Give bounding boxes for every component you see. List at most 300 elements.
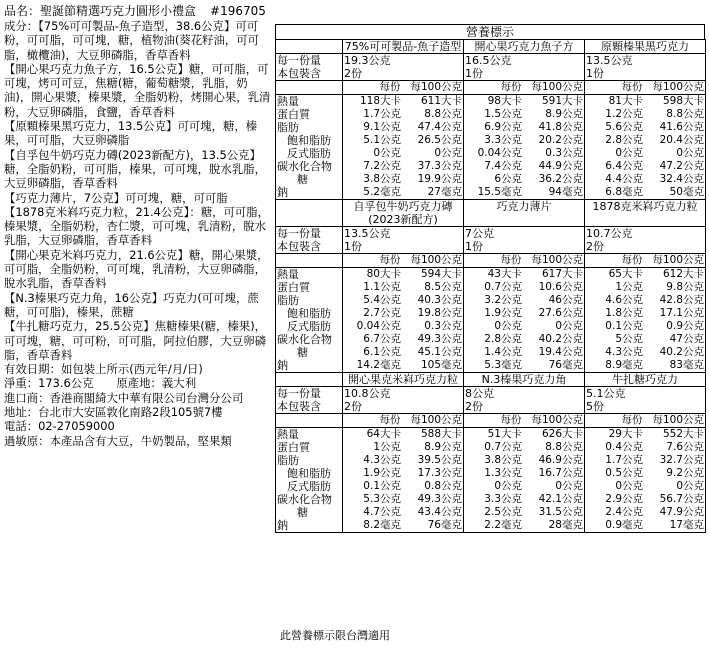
nutrient-value-row bbox=[586, 95, 704, 108]
per-100g-value: 37.3公克 bbox=[417, 160, 462, 172]
per-serving-value: 2.8公克 bbox=[605, 134, 643, 146]
nutrient-label: 脂肪 bbox=[277, 294, 299, 307]
per-serving-value: 3.2公克 bbox=[484, 294, 522, 306]
per-serving-value: 2.7公克 bbox=[363, 307, 401, 319]
per-serving-value: 1.3公克 bbox=[484, 467, 522, 479]
per-serving-value: 6.7公克 bbox=[363, 333, 401, 345]
nutrient-value-row bbox=[586, 186, 704, 199]
per-100g-value: 76毫克 bbox=[427, 519, 462, 531]
serving-size: 19.3公克 bbox=[344, 54, 391, 67]
serving-cell bbox=[343, 387, 464, 414]
per-serving-value: 0.1公克 bbox=[363, 480, 401, 492]
empty-cell bbox=[276, 254, 343, 268]
product-name-cell: 75%可可製品-魚子造型 bbox=[343, 40, 464, 54]
product-title-line bbox=[4, 4, 272, 19]
nutrient-value-row bbox=[465, 493, 583, 506]
per-serving-unit: 每份 bbox=[621, 254, 643, 266]
nutrient-value-row bbox=[465, 359, 583, 372]
nutrient-labels bbox=[276, 268, 343, 373]
unit-row bbox=[276, 414, 706, 428]
info-paragraph: 【巧克力薄片，7公克】可可塊，糖，可可脂 bbox=[4, 190, 228, 205]
per-100g-value: 588大卡 bbox=[420, 428, 462, 440]
nutrient-value-row bbox=[465, 281, 583, 294]
per-100g-value: 17.3公克 bbox=[417, 467, 462, 479]
per-serving-value: 5.2毫克 bbox=[363, 186, 401, 198]
per-100g-value: 0公克 bbox=[555, 320, 583, 332]
per-100g-value: 46.9公克 bbox=[538, 454, 583, 466]
nutrient-value-row bbox=[344, 268, 462, 281]
nutrient-value-row bbox=[465, 519, 583, 532]
per-100g-unit: 每100公克 bbox=[531, 254, 583, 266]
nutrient-values bbox=[343, 428, 464, 533]
per-100g-value: 32.7公克 bbox=[659, 454, 704, 466]
per-100g-value: 0.8公克 bbox=[424, 480, 462, 492]
per-100g-value: 42.1公克 bbox=[538, 493, 583, 505]
allergen: 過敏原：本產品含有大豆，牛奶製品，堅果類 bbox=[4, 433, 232, 448]
serving-size: 10.7公克 bbox=[586, 227, 633, 240]
per-serving-value: 118大卡 bbox=[359, 95, 401, 107]
nutrient-value-row bbox=[465, 506, 583, 519]
nutrient-label: 蛋白質 bbox=[277, 108, 310, 121]
per-100g-value: 0.3公克 bbox=[424, 320, 462, 332]
per-100g-unit: 每100公克 bbox=[652, 414, 704, 426]
nutrient-values bbox=[464, 428, 585, 533]
per-serving-value: 0.04公克 bbox=[477, 147, 522, 159]
nutrient-label: 反式脂肪 bbox=[287, 147, 331, 160]
per-serving-unit: 每份 bbox=[379, 414, 401, 426]
nutrient-value-row bbox=[586, 441, 704, 454]
per-100g-value: 552大卡 bbox=[662, 428, 704, 440]
per-100g-unit: 每100公克 bbox=[531, 414, 583, 426]
nutrient-value-row bbox=[586, 480, 704, 493]
per-serving-value: 1.9公克 bbox=[363, 467, 401, 479]
per-serving-value: 0.7公克 bbox=[484, 441, 522, 453]
per-serving-value: 5.4公克 bbox=[363, 294, 401, 306]
nutrient-value-row bbox=[465, 186, 583, 199]
product-code: #196705 bbox=[210, 4, 266, 18]
per-serving-value: 8.9毫克 bbox=[605, 359, 643, 371]
nutrient-value-row bbox=[586, 147, 704, 160]
per-100g-value: 19.8公克 bbox=[417, 307, 462, 319]
nutrient-value-row bbox=[344, 346, 462, 359]
per-100g-value: 47.9公克 bbox=[659, 506, 704, 518]
per-100g-value: 28毫克 bbox=[548, 519, 583, 531]
per-100g-value: 20.4公克 bbox=[659, 134, 704, 146]
nutrient-values bbox=[464, 268, 585, 373]
nutrient-value-row bbox=[344, 147, 462, 160]
per-serving-value: 1.4公克 bbox=[484, 346, 522, 358]
nutrient-labels bbox=[276, 95, 343, 200]
product-name-cell: 原顆榛果黑巧克力 bbox=[585, 40, 706, 54]
servings-count: 1份 bbox=[465, 240, 483, 253]
serving-cell bbox=[343, 227, 464, 254]
per-serving-unit: 每份 bbox=[379, 254, 401, 266]
nutrient-value-row bbox=[465, 428, 583, 441]
per-100g-unit: 每100公克 bbox=[410, 414, 462, 426]
per-100g-value: 17.1公克 bbox=[659, 307, 704, 319]
nutrient-value-row bbox=[344, 467, 462, 480]
importer: 進口商：香港商閣綺大中華有限公司台灣分公司 bbox=[4, 390, 244, 405]
unit-row bbox=[276, 81, 706, 95]
nutrient-value-row bbox=[465, 333, 583, 346]
nutrient-label: 脂肪 bbox=[277, 454, 299, 467]
nutrient-value-row bbox=[344, 95, 462, 108]
per-100g-value: 8.9公克 bbox=[424, 441, 462, 453]
nutrition-footnote: 此營養標示限台灣適用 bbox=[280, 629, 390, 642]
serving-cell bbox=[464, 54, 585, 81]
info-paragraph: 【1878克米嵙巧克力粒，21.4公克】：糖，可可脂，榛果漿，全脂奶粉，杏仁漿，可可塊，乳清粉，脫水乳脂，大豆卵磷脂，香草香料 bbox=[4, 204, 270, 248]
servings-count: 2份 bbox=[465, 400, 483, 413]
per-serving-value: 1公克 bbox=[373, 441, 401, 453]
nutrient-value-row bbox=[465, 320, 583, 333]
product-header-row bbox=[276, 40, 706, 54]
nutrient-value-row bbox=[344, 294, 462, 307]
per-100g-value: 9.2公克 bbox=[666, 467, 704, 479]
empty-cell bbox=[276, 373, 343, 387]
nutrient-label: 熱量 bbox=[277, 428, 299, 441]
nutrient-values bbox=[585, 95, 706, 200]
nutrient-label: 碳水化合物 bbox=[277, 333, 332, 346]
per-serving-value: 4.3公克 bbox=[605, 346, 643, 358]
per-100g-value: 49.3公克 bbox=[417, 493, 462, 505]
info-paragraph: 【開心果巧克力魚子方，16.5公克】糖，可可脂，可可塊，烤可可豆，焦糖(糖，葡萄糖漿，乳脂，奶油)，開心果漿，榛果漿，全脂奶粉，烤開心果，乳清粉，大豆卵磷脂，食鹽，香草香料 bbox=[4, 61, 271, 119]
nutrient-value-row bbox=[344, 173, 462, 186]
per-100g-value: 7.6公克 bbox=[666, 441, 704, 453]
nutrient-value-row bbox=[465, 480, 583, 493]
per-serving-value: 0公克 bbox=[615, 480, 643, 492]
per-100g-value: 50毫克 bbox=[669, 186, 704, 198]
per-100g-value: 105毫克 bbox=[420, 359, 462, 371]
nutrient-value-row bbox=[344, 359, 462, 372]
nutrient-value-row bbox=[465, 147, 583, 160]
per-serving-value: 4.4公克 bbox=[605, 173, 643, 185]
nutrient-label: 碳水化合物 bbox=[277, 160, 332, 173]
unit-cell bbox=[464, 254, 585, 268]
product-name-cell: 巧克力薄片 bbox=[464, 200, 585, 227]
nutrition-table bbox=[275, 39, 706, 533]
nutrient-value-row bbox=[586, 121, 704, 134]
nutrient-value-row bbox=[586, 506, 704, 519]
nutrient-value-row bbox=[344, 333, 462, 346]
nutrient-value-row bbox=[586, 134, 704, 147]
per-100g-value: 47.2公克 bbox=[659, 160, 704, 172]
per-serving-value: 2.9公克 bbox=[605, 493, 643, 505]
nutrients-row bbox=[276, 268, 706, 373]
info-paragraph: 【原顆榛果黑巧克力，13.5公克】可可塊，糖，榛果，可可脂，大豆卵磷脂 bbox=[4, 119, 258, 148]
per-100g-value: 47.4公克 bbox=[417, 121, 462, 133]
per-100g-value: 19.4公克 bbox=[538, 346, 583, 358]
nutrient-values bbox=[343, 268, 464, 373]
per-serving-value: 4.6公克 bbox=[605, 294, 643, 306]
per-100g-value: 0公克 bbox=[676, 147, 704, 159]
per-serving-value: 2.2毫克 bbox=[484, 519, 522, 531]
per-serving-value: 4.3公克 bbox=[363, 454, 401, 466]
per-serving-value: 14.2毫克 bbox=[356, 359, 401, 371]
product-name-cell: 開心果巧克力魚子方 bbox=[464, 40, 585, 54]
unit-cell bbox=[585, 254, 706, 268]
per-100g-value: 16.7公克 bbox=[538, 467, 583, 479]
per-serving-value: 29大卡 bbox=[608, 428, 643, 440]
empty-cell bbox=[276, 414, 343, 428]
nutrient-label: 反式脂肪 bbox=[287, 480, 331, 493]
per-100g-value: 31.5公克 bbox=[538, 506, 583, 518]
nutrient-label: 飽和脂肪 bbox=[287, 307, 331, 320]
nutrient-label: 鈉 bbox=[277, 186, 288, 199]
serving-size: 13.5公克 bbox=[586, 54, 633, 67]
per-100g-unit: 每100公克 bbox=[652, 81, 704, 93]
phone: 電話：02-27059000 bbox=[4, 419, 115, 434]
per-serving-value: 15.5毫克 bbox=[477, 186, 522, 198]
per-100g-value: 76毫克 bbox=[548, 359, 583, 371]
per-serving-value: 0.7公克 bbox=[484, 281, 522, 293]
nutrient-value-row bbox=[465, 346, 583, 359]
serving-cell bbox=[585, 387, 706, 414]
nutrition-panel bbox=[275, 24, 705, 533]
per-serving-value: 43大卡 bbox=[487, 268, 522, 280]
product-name-cell: 開心果克米嵙巧克力粒 bbox=[343, 373, 464, 387]
per-serving-value: 6.4公克 bbox=[605, 160, 643, 172]
nutrient-label: 鈉 bbox=[277, 359, 288, 372]
per-serving-value: 0公克 bbox=[494, 320, 522, 332]
per-100g-value: 598大卡 bbox=[662, 95, 704, 107]
nutrient-value-row bbox=[344, 134, 462, 147]
per-serving-value: 51大卡 bbox=[487, 428, 522, 440]
per-100g-value: 0.9公克 bbox=[666, 320, 704, 332]
per-serving-value: 6.9公克 bbox=[484, 121, 522, 133]
servings-count: 1份 bbox=[344, 240, 362, 253]
product-name-cell: 自孚包牛奶巧克力磚(2023新配方) bbox=[343, 200, 464, 227]
per-100g-value: 40.2公克 bbox=[538, 333, 583, 345]
nutrient-value-row bbox=[465, 95, 583, 108]
per-serving-value: 1.9公克 bbox=[484, 307, 522, 319]
per-100g-value: 20.2公克 bbox=[538, 134, 583, 146]
per-100g-value: 40.2公克 bbox=[659, 346, 704, 358]
serving-cell bbox=[585, 227, 706, 254]
nutrient-value-row bbox=[465, 121, 583, 134]
unit-cell bbox=[464, 414, 585, 428]
product-name-cell: 1878克米嵙巧克力粒 bbox=[585, 200, 706, 227]
nutrient-values bbox=[585, 428, 706, 533]
per-serving-value: 0公克 bbox=[494, 480, 522, 492]
serving-size-label: 每一份量 bbox=[277, 387, 321, 400]
serving-row bbox=[276, 54, 706, 81]
per-100g-value: 56.7公克 bbox=[659, 493, 704, 505]
nutrient-value-row bbox=[344, 428, 462, 441]
per-serving-value: 4.7公克 bbox=[363, 506, 401, 518]
per-100g-value: 42.8公克 bbox=[659, 294, 704, 306]
nutrient-label: 糖 bbox=[297, 173, 308, 186]
per-serving-value: 1.7公克 bbox=[363, 108, 401, 120]
servings-count-label: 本包裝含 bbox=[277, 67, 321, 80]
per-100g-value: 8.9公克 bbox=[545, 108, 583, 120]
per-100g-value: 8.5公克 bbox=[424, 281, 462, 293]
per-serving-unit: 每份 bbox=[621, 414, 643, 426]
info-paragraph: 【牛扎糖巧克力，25.5公克】焦糖榛果(糖，榛果)，可可塊，糖，可可粉，可可脂，阿拉伯膠，大豆卵磷脂，香草香料 bbox=[4, 319, 267, 362]
nutrient-value-row bbox=[586, 108, 704, 121]
per-serving-value: 3.3公克 bbox=[484, 134, 522, 146]
serving-cell bbox=[464, 387, 585, 414]
nutrient-label: 鈉 bbox=[277, 519, 288, 532]
nutrient-value-row bbox=[586, 428, 704, 441]
per-serving-value: 5.3毫克 bbox=[484, 359, 522, 371]
per-100g-value: 8.8公克 bbox=[666, 108, 704, 120]
per-100g-value: 17毫克 bbox=[669, 519, 704, 531]
unit-cell bbox=[343, 414, 464, 428]
nutrient-value-row bbox=[586, 493, 704, 506]
per-100g-value: 49.3公克 bbox=[417, 333, 462, 345]
nutrient-value-row bbox=[586, 454, 704, 467]
per-100g-value: 43.4公克 bbox=[417, 506, 462, 518]
per-serving-value: 80大卡 bbox=[366, 268, 401, 280]
per-serving-value: 81大卡 bbox=[608, 95, 643, 107]
per-100g-value: 611大卡 bbox=[420, 95, 462, 107]
nutrient-value-row bbox=[465, 173, 583, 186]
nutrient-values bbox=[464, 95, 585, 200]
address: 地址：台北市大安區敦化南路2段105號7樓 bbox=[4, 405, 223, 420]
per-serving-value: 6.8毫克 bbox=[605, 186, 643, 198]
nutrient-label: 熱量 bbox=[277, 95, 299, 108]
nutrient-label: 飽和脂肪 bbox=[287, 467, 331, 480]
per-serving-value: 5公克 bbox=[615, 333, 643, 345]
servings-count: 1份 bbox=[586, 67, 604, 80]
nutrient-values bbox=[343, 95, 464, 200]
product-name-cell: 牛扎糖巧克力 bbox=[585, 373, 706, 387]
nutrient-value-row bbox=[586, 307, 704, 320]
per-100g-value: 32.4公克 bbox=[659, 173, 704, 185]
serving-cell bbox=[464, 227, 585, 254]
nutrient-value-row bbox=[344, 480, 462, 493]
unit-cell bbox=[585, 81, 706, 95]
serving-size-label: 每一份量 bbox=[277, 54, 321, 67]
serving-cell bbox=[585, 54, 706, 81]
nutrient-value-row bbox=[586, 160, 704, 173]
empty-cell bbox=[276, 40, 343, 54]
nutrient-value-row bbox=[465, 160, 583, 173]
per-100g-value: 94毫克 bbox=[548, 186, 583, 198]
per-100g-value: 27毫克 bbox=[427, 186, 462, 198]
per-serving-unit: 每份 bbox=[621, 81, 643, 93]
product-info bbox=[4, 4, 272, 448]
info-paragraph: 成分：【75%可可製品-魚子造型，38.6公克】可可粉，可可脂，可可塊，糖，植物油(葵花籽油，可可脂，橄欖油)，大豆卵磷脂，香草香料 bbox=[4, 19, 260, 62]
per-serving-value: 1.5公克 bbox=[484, 108, 522, 120]
serving-labels bbox=[276, 54, 343, 81]
nutrient-value-row bbox=[465, 294, 583, 307]
per-serving-value: 6.1公克 bbox=[363, 346, 401, 358]
nutrient-value-row bbox=[344, 441, 462, 454]
per-serving-value: 0.5公克 bbox=[605, 467, 643, 479]
per-100g-value: 9.8公克 bbox=[666, 281, 704, 293]
expiry-date: 有效日期：如包裝上所示(西元年/月/日) bbox=[4, 362, 203, 377]
per-100g-value: 19.9公克 bbox=[417, 173, 462, 185]
servings-count: 2份 bbox=[586, 240, 604, 253]
per-serving-value: 64大卡 bbox=[366, 428, 401, 440]
net-weight-origin: 淨重：173.6公克 原產地：義大利 bbox=[4, 376, 197, 391]
per-100g-value: 0.3公克 bbox=[545, 147, 583, 159]
per-100g-value: 45.1公克 bbox=[417, 346, 462, 358]
nutrient-label: 熱量 bbox=[277, 268, 299, 281]
nutrient-value-row bbox=[344, 493, 462, 506]
unit-cell bbox=[464, 81, 585, 95]
nutrient-value-row bbox=[465, 307, 583, 320]
nutrient-value-row bbox=[586, 346, 704, 359]
per-serving-value: 0.04公克 bbox=[356, 320, 401, 332]
per-serving-value: 7.2公克 bbox=[363, 160, 401, 172]
product-name-cell: N.3榛果巧克力角 bbox=[464, 373, 585, 387]
info-paragraph: 【N.3榛果巧克力角，16公克】巧克力(可可塊，蔗糖，可可脂)，榛果，蔗糖 bbox=[4, 290, 259, 319]
nutrient-value-row bbox=[465, 441, 583, 454]
nutrient-values bbox=[585, 268, 706, 373]
nutrient-value-row bbox=[465, 108, 583, 121]
servings-count: 5份 bbox=[586, 400, 604, 413]
per-serving-value: 1.8公克 bbox=[605, 307, 643, 319]
serving-size: 7公克 bbox=[465, 227, 494, 240]
per-100g-value: 44.9公克 bbox=[538, 160, 583, 172]
nutrient-value-row bbox=[586, 519, 704, 532]
per-100g-value: 8.8公克 bbox=[545, 441, 583, 453]
nutrient-value-row bbox=[465, 467, 583, 480]
unit-cell bbox=[585, 414, 706, 428]
per-100g-value: 83毫克 bbox=[669, 359, 704, 371]
empty-cell bbox=[276, 200, 343, 227]
serving-size: 16.5公克 bbox=[465, 54, 512, 67]
nutrient-label: 反式脂肪 bbox=[287, 320, 331, 333]
nutrient-labels bbox=[276, 428, 343, 533]
per-100g-value: 626大卡 bbox=[541, 428, 583, 440]
per-serving-value: 0公克 bbox=[373, 147, 401, 159]
per-serving-unit: 每份 bbox=[500, 414, 522, 426]
info-paragraph: 【自孚包牛奶巧克力磚(2023新配方)，13.5公克】糖，全脂奶粉，可可脂，榛果，可可塊，脫水乳脂，大豆卵磷脂，香草香料 bbox=[4, 147, 266, 191]
per-serving-value: 1公克 bbox=[615, 281, 643, 293]
per-serving-value: 2.8公克 bbox=[484, 333, 522, 345]
serving-row bbox=[276, 387, 706, 414]
nutrient-label: 飽和脂肪 bbox=[287, 134, 331, 147]
nutrient-value-row bbox=[586, 268, 704, 281]
serving-size: 8公克 bbox=[465, 387, 494, 400]
per-100g-value: 0公克 bbox=[676, 480, 704, 492]
per-100g-value: 0公克 bbox=[555, 480, 583, 492]
per-100g-value: 612大卡 bbox=[662, 268, 704, 280]
per-serving-value: 0.9毫克 bbox=[605, 519, 643, 531]
per-serving-value: 2.4公克 bbox=[605, 506, 643, 518]
per-serving-value: 5.3公克 bbox=[363, 493, 401, 505]
unit-row bbox=[276, 254, 706, 268]
servings-count: 1份 bbox=[465, 67, 483, 80]
nutrient-value-row bbox=[344, 121, 462, 134]
nutrient-value-row bbox=[344, 519, 462, 532]
per-100g-value: 26.5公克 bbox=[417, 134, 462, 146]
per-serving-value: 7.4公克 bbox=[484, 160, 522, 172]
serving-cell bbox=[343, 54, 464, 81]
per-100g-unit: 每100公克 bbox=[410, 254, 462, 266]
per-100g-value: 47公克 bbox=[669, 333, 704, 345]
nutrient-label: 脂肪 bbox=[277, 121, 299, 134]
nutrient-value-row bbox=[465, 454, 583, 467]
nutrient-value-row bbox=[344, 160, 462, 173]
nutrients-row bbox=[276, 95, 706, 200]
per-serving-value: 65大卡 bbox=[608, 268, 643, 280]
nutrient-value-row bbox=[344, 108, 462, 121]
per-serving-value: 0.4公克 bbox=[605, 441, 643, 453]
nutrients-row bbox=[276, 428, 706, 533]
nutrient-label: 蛋白質 bbox=[277, 281, 310, 294]
nutrient-label: 糖 bbox=[297, 506, 308, 519]
nutrient-value-row bbox=[586, 173, 704, 186]
per-serving-unit: 每份 bbox=[500, 254, 522, 266]
per-serving-value: 8.2毫克 bbox=[363, 519, 401, 531]
serving-size: 10.8公克 bbox=[344, 387, 391, 400]
per-serving-value: 5.1公克 bbox=[363, 134, 401, 146]
per-serving-value: 0公克 bbox=[615, 147, 643, 159]
